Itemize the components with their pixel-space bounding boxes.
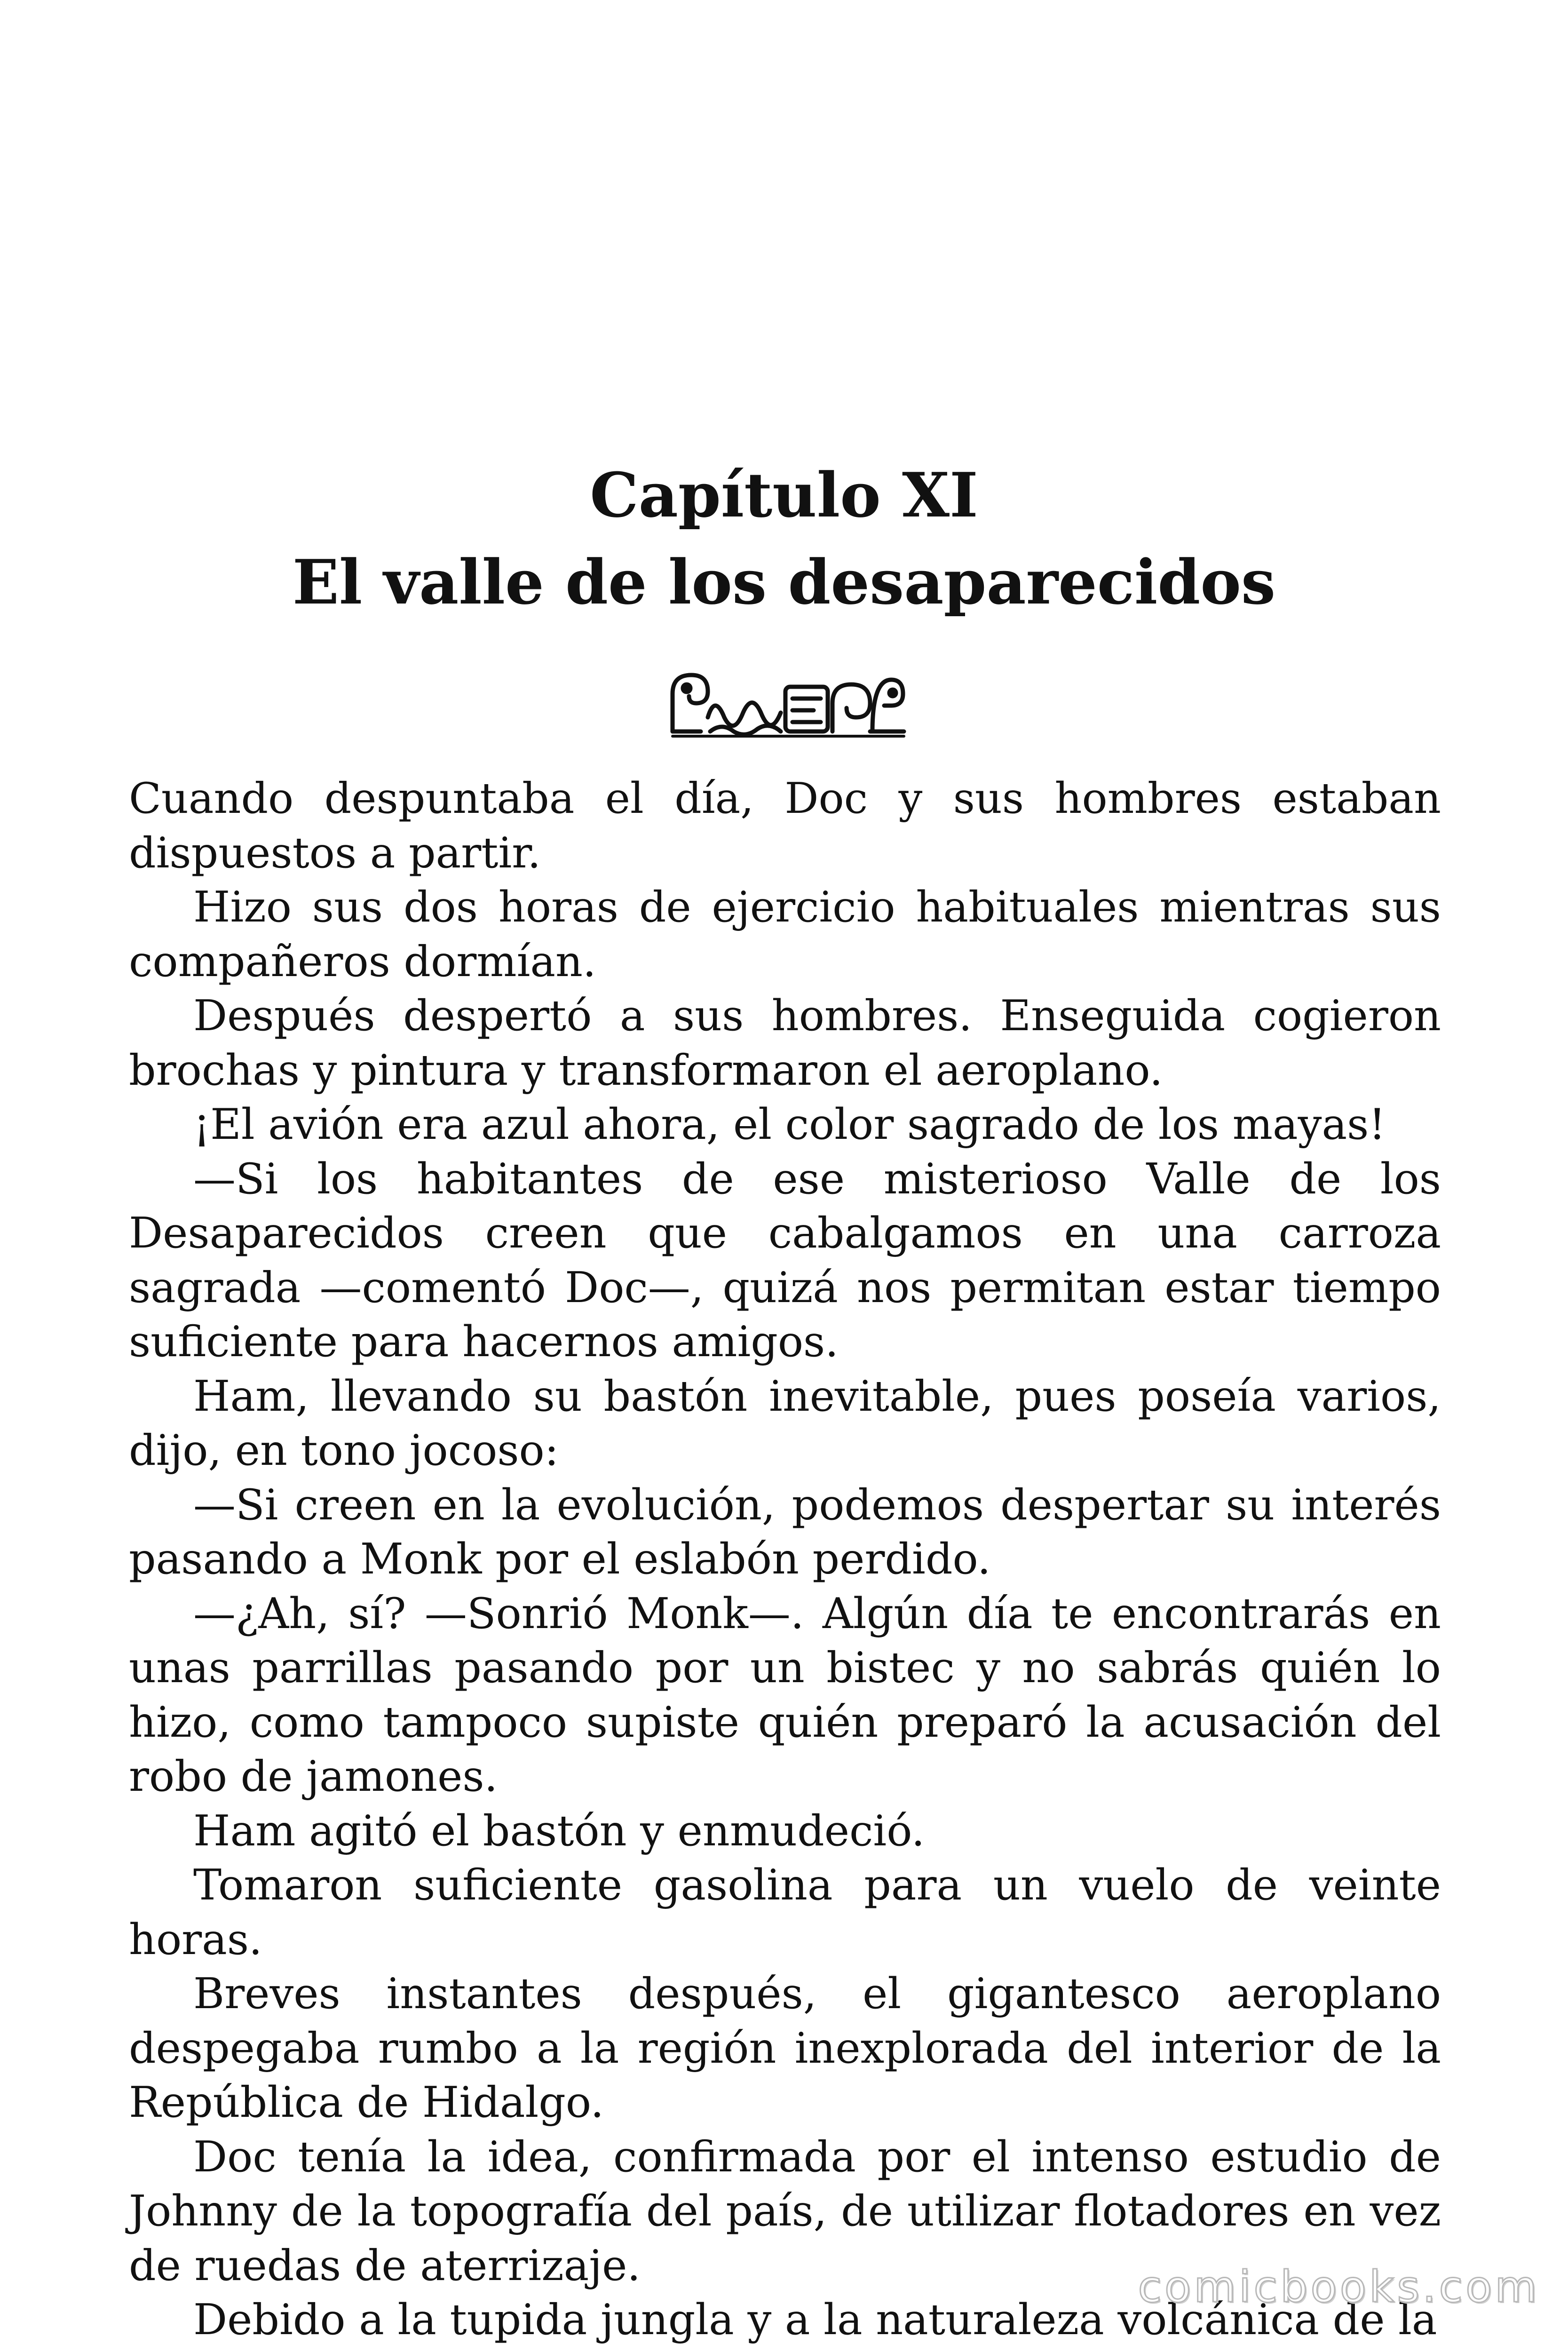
paragraph: ¡El avión era azul ahora, el color sagrado de los mayas! xyxy=(193,1100,1386,1149)
paragraph: Doc tenía la idea, confirmada por el intenso estudio de Johnny de la topografía del país, de utilizar flotadores en vez de ruedas de aterrizaje. xyxy=(129,2132,1441,2290)
chapter-number: Capítulo XI xyxy=(590,459,978,531)
watermark: comicbooks.com xyxy=(1138,2262,1540,2312)
paragraph: —¿Ah, sí? —Sonrió Monk—. Algún día te encontrarás en unas parrillas pasando por un bistec y no sabrás quién lo hizo, como tampoco supiste quién preparó la acusación del robo de jamones. xyxy=(129,1589,1441,1801)
paragraph: Después despertó a sus hombres. Enseguida cogieron brochas y pintura y transformaron el aeroplano. xyxy=(129,991,1441,1095)
paragraph: —Si creen en la evolución, podemos despertar su interés pasando a Monk por el eslabón perdido. xyxy=(129,1480,1441,1584)
paragraph: Ham, llevando su bastón inevitable, pues poseía varios, dijo, en tono jocoso: xyxy=(129,1371,1441,1475)
paragraph: Debido a la tupida jungla y a la naturaleza volcánica de la xyxy=(193,2295,1437,2344)
paragraph: Tomaron suficiente gasolina para un vuelo de veinte horas. xyxy=(129,1860,1441,1964)
chapter-title: El valle de los desaparecidos xyxy=(292,546,1276,618)
paragraph: Breves instantes después, el gigantesco aeroplano despegaba rumbo a la región inexplorada del interior de la República de Hidalgo. xyxy=(129,1969,1441,2127)
chapter-body xyxy=(129,771,1441,2347)
chapter-heading xyxy=(0,452,1568,626)
paragraph: —Si los habitantes de ese misterioso Valle de los Desaparecidos creen que cabalgamos en una carroza sagrada —comentó Doc—, quizá nos permitan estar tiempo suficiente para hacernos amigos. xyxy=(129,1154,1441,1367)
paragraph: Ham agitó el bastón y enmudeció. xyxy=(193,1806,925,1856)
paragraph: Hizo sus dos horas de ejercicio habituales mientras sus compañeros dormían. xyxy=(129,882,1441,986)
mayan-glyph-ornament-icon xyxy=(663,666,908,741)
paragraph: Cuando despuntaba el día, Doc y sus hombres estaban dispuestos a partir. xyxy=(129,774,1441,878)
